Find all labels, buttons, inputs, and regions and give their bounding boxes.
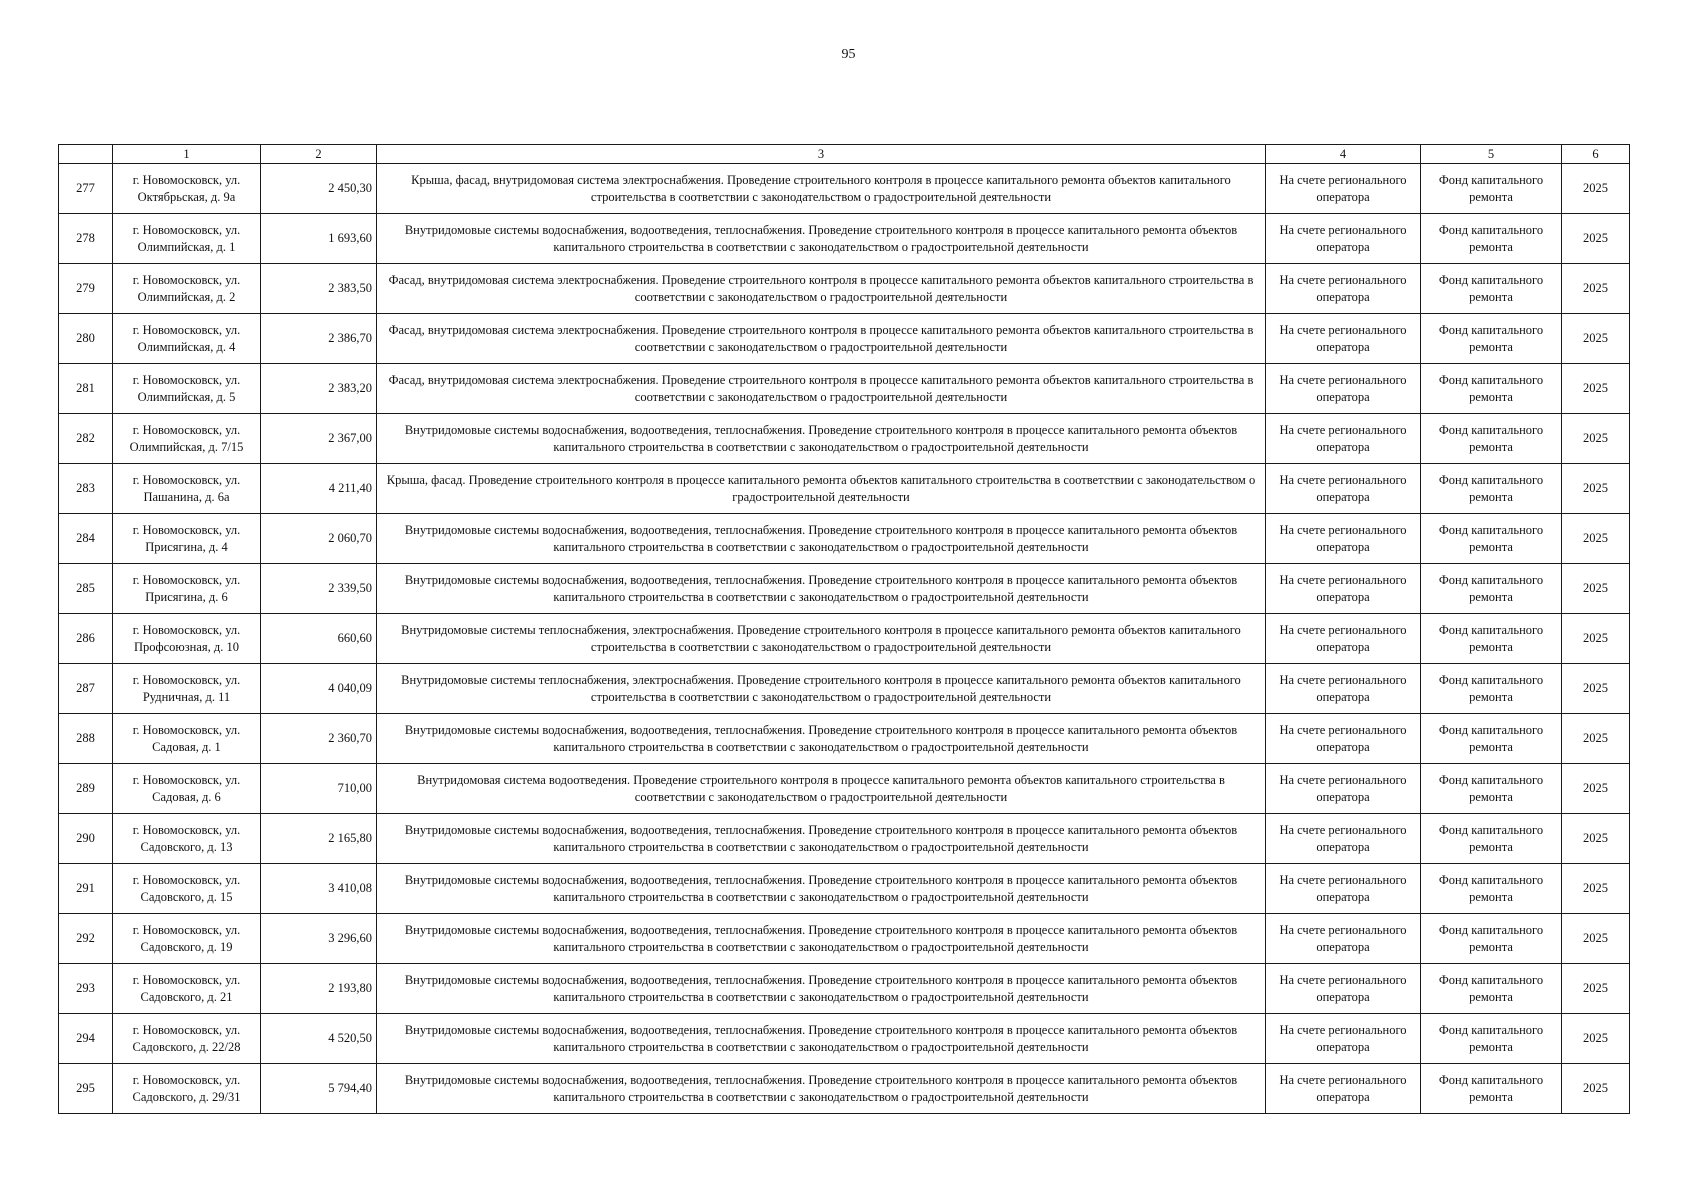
table-row (59, 214, 1630, 264)
works-cell: Внутридомовые системы водоснабжения, водоотведения, теплоснабжения. Проведение строительного контроля в процессе капитального ремонта объектов капитального строительства в соответствии с законодательством о градостроительной деятельности (377, 864, 1266, 914)
year-cell: 2025 (1562, 1014, 1630, 1064)
header-cell-4: 4 (1266, 145, 1421, 164)
cost-cell: 2 383,50 (261, 264, 377, 314)
year-cell: 2025 (1562, 164, 1630, 214)
row-number: 279 (59, 264, 113, 314)
row-number: 278 (59, 214, 113, 264)
cost-cell: 4 040,09 (261, 664, 377, 714)
funding-source-cell: Фонд капитального ремонта (1421, 264, 1562, 314)
year-cell: 2025 (1562, 414, 1630, 464)
table-row (59, 514, 1630, 564)
account-cell: На счете регионального оператора (1266, 514, 1421, 564)
year-cell: 2025 (1562, 364, 1630, 414)
funding-source-cell: Фонд капитального ремонта (1421, 1064, 1562, 1114)
cost-cell: 4 211,40 (261, 464, 377, 514)
works-cell: Внутридомовые системы теплоснабжения, электроснабжения. Проведение строительного контроля в процессе капитального ремонта объектов капитального строительства в соответствии с законодательством о градостроительной деятельности (377, 614, 1266, 664)
funding-source-cell: Фонд капитального ремонта (1421, 414, 1562, 464)
account-cell: На счете регионального оператора (1266, 714, 1421, 764)
account-cell: На счете регионального оператора (1266, 314, 1421, 364)
account-cell: На счете регионального оператора (1266, 414, 1421, 464)
works-cell: Крыша, фасад, внутридомовая система электроснабжения. Проведение строительного контроля в процессе капитального ремонта объектов капитального строительства в соответствии с законодательством о градостроительной деятельности (377, 164, 1266, 214)
account-cell: На счете регионального оператора (1266, 164, 1421, 214)
funding-source-cell: Фонд капитального ремонта (1421, 664, 1562, 714)
row-number: 288 (59, 714, 113, 764)
address-cell: г. Новомосковск, ул. Садовая, д. 1 (113, 714, 261, 764)
account-cell: На счете регионального оператора (1266, 814, 1421, 864)
funding-source-cell: Фонд капитального ремонта (1421, 964, 1562, 1014)
funding-source-cell: Фонд капитального ремонта (1421, 464, 1562, 514)
account-cell: На счете регионального оператора (1266, 564, 1421, 614)
works-cell: Внутридомовые системы водоснабжения, водоотведения, теплоснабжения. Проведение строительного контроля в процессе капитального ремонта объектов капитального строительства в соответствии с законодательством о градостроительной деятельности (377, 1064, 1266, 1114)
year-cell: 2025 (1562, 964, 1630, 1014)
works-cell: Внутридомовые системы водоснабжения, водоотведения, теплоснабжения. Проведение строительного контроля в процессе капитального ремонта объектов капитального строительства в соответствии с законодательством о градостроительной деятельности (377, 914, 1266, 964)
table-row (59, 964, 1630, 1014)
address-cell: г. Новомосковск, ул. Присягина, д. 4 (113, 514, 261, 564)
row-number: 283 (59, 464, 113, 514)
works-cell: Фасад, внутридомовая система электроснабжения. Проведение строительного контроля в процессе капитального ремонта объектов капитального строительства в соответствии с законодательством о градостроительной деятельности (377, 264, 1266, 314)
year-cell: 2025 (1562, 864, 1630, 914)
cost-cell: 2 367,00 (261, 414, 377, 464)
cost-cell: 3 296,60 (261, 914, 377, 964)
year-cell: 2025 (1562, 1064, 1630, 1114)
address-cell: г. Новомосковск, ул. Рудничная, д. 11 (113, 664, 261, 714)
cost-cell: 2 360,70 (261, 714, 377, 764)
address-cell: г. Новомосковск, ул. Присягина, д. 6 (113, 564, 261, 614)
account-cell: На счете регионального оператора (1266, 964, 1421, 1014)
capital-repair-table (58, 144, 1630, 1114)
table-row (59, 914, 1630, 964)
table-row (59, 1014, 1630, 1064)
works-cell: Внутридомовые системы водоснабжения, водоотведения, теплоснабжения. Проведение строительного контроля в процессе капитального ремонта объектов капитального строительства в соответствии с законодательством о градостроительной деятельности (377, 214, 1266, 264)
row-number: 294 (59, 1014, 113, 1064)
funding-source-cell: Фонд капитального ремонта (1421, 914, 1562, 964)
row-number: 282 (59, 414, 113, 464)
cost-cell: 710,00 (261, 764, 377, 814)
cost-cell: 2 386,70 (261, 314, 377, 364)
account-cell: На счете регионального оператора (1266, 664, 1421, 714)
cost-cell: 2 060,70 (261, 514, 377, 564)
table-row (59, 464, 1630, 514)
row-number: 281 (59, 364, 113, 414)
table-row (59, 264, 1630, 314)
row-number: 286 (59, 614, 113, 664)
account-cell: На счете регионального оператора (1266, 1064, 1421, 1114)
account-cell: На счете регионального оператора (1266, 764, 1421, 814)
header-cell-6: 6 (1562, 145, 1630, 164)
row-number: 289 (59, 764, 113, 814)
funding-source-cell: Фонд капитального ремонта (1421, 614, 1562, 664)
works-cell: Внутридомовые системы водоснабжения, водоотведения, теплоснабжения. Проведение строительного контроля в процессе капитального ремонта объектов капитального строительства в соответствии с законодательством о градостроительной деятельности (377, 514, 1266, 564)
account-cell: На счете регионального оператора (1266, 864, 1421, 914)
address-cell: г. Новомосковск, ул. Садовского, д. 29/31 (113, 1064, 261, 1114)
works-cell: Фасад, внутридомовая система электроснабжения. Проведение строительного контроля в процессе капитального ремонта объектов капитального строительства в соответствии с законодательством о градостроительной деятельности (377, 364, 1266, 414)
row-number: 293 (59, 964, 113, 1014)
address-cell: г. Новомосковск, ул. Садовского, д. 13 (113, 814, 261, 864)
row-number: 280 (59, 314, 113, 364)
table-header (59, 145, 1630, 164)
account-cell: На счете регионального оператора (1266, 214, 1421, 264)
table-row (59, 364, 1630, 414)
cost-cell: 2 450,30 (261, 164, 377, 214)
funding-source-cell: Фонд капитального ремонта (1421, 864, 1562, 914)
address-cell: г. Новомосковск, ул. Профсоюзная, д. 10 (113, 614, 261, 664)
works-cell: Внутридомовые системы водоснабжения, водоотведения, теплоснабжения. Проведение строительного контроля в процессе капитального ремонта объектов капитального строительства в соответствии с законодательством о градостроительной деятельности (377, 1014, 1266, 1064)
table-row (59, 314, 1630, 364)
row-number: 277 (59, 164, 113, 214)
table-row (59, 614, 1630, 664)
works-cell: Внутридомовые системы теплоснабжения, электроснабжения. Проведение строительного контроля в процессе капитального ремонта объектов капитального строительства в соответствии с законодательством о градостроительной деятельности (377, 664, 1266, 714)
row-number: 295 (59, 1064, 113, 1114)
address-cell: г. Новомосковск, ул. Пашанина, д. 6а (113, 464, 261, 514)
header-cell-1: 1 (113, 145, 261, 164)
account-cell: На счете регионального оператора (1266, 1014, 1421, 1064)
year-cell: 2025 (1562, 664, 1630, 714)
table-row (59, 564, 1630, 614)
table-row (59, 864, 1630, 914)
address-cell: г. Новомосковск, ул. Садовского, д. 21 (113, 964, 261, 1014)
cost-cell: 4 520,50 (261, 1014, 377, 1064)
year-cell: 2025 (1562, 714, 1630, 764)
page-number: 95 (841, 47, 856, 62)
works-cell: Внутридомовые системы водоснабжения, водоотведения, теплоснабжения. Проведение строительного контроля в процессе капитального ремонта объектов капитального строительства в соответствии с законодательством о градостроительной деятельности (377, 964, 1266, 1014)
address-cell: г. Новомосковск, ул. Олимпийская, д. 7/15 (113, 414, 261, 464)
year-cell: 2025 (1562, 514, 1630, 564)
table-row (59, 714, 1630, 764)
header-cell-2: 2 (261, 145, 377, 164)
table-row (59, 414, 1630, 464)
funding-source-cell: Фонд капитального ремонта (1421, 764, 1562, 814)
cost-cell: 1 693,60 (261, 214, 377, 264)
year-cell: 2025 (1562, 464, 1630, 514)
cost-cell: 3 410,08 (261, 864, 377, 914)
year-cell: 2025 (1562, 564, 1630, 614)
row-number: 284 (59, 514, 113, 564)
address-cell: г. Новомосковск, ул. Олимпийская, д. 5 (113, 364, 261, 414)
cost-cell: 5 794,40 (261, 1064, 377, 1114)
funding-source-cell: Фонд капитального ремонта (1421, 514, 1562, 564)
works-cell: Внутридомовые системы водоснабжения, водоотведения, теплоснабжения. Проведение строительного контроля в процессе капитального ремонта объектов капитального строительства в соответствии с законодательством о градостроительной деятельности (377, 814, 1266, 864)
header-cell-5: 5 (1421, 145, 1562, 164)
account-cell: На счете регионального оператора (1266, 464, 1421, 514)
row-number: 291 (59, 864, 113, 914)
works-cell: Внутридомовая система водоотведения. Проведение строительного контроля в процессе капитального ремонта объектов капитального строительства в соответствии с законодательством о градостроительной деятельности (377, 764, 1266, 814)
account-cell: На счете регионального оператора (1266, 614, 1421, 664)
year-cell: 2025 (1562, 614, 1630, 664)
funding-source-cell: Фонд капитального ремонта (1421, 314, 1562, 364)
works-cell: Внутридомовые системы водоснабжения, водоотведения, теплоснабжения. Проведение строительного контроля в процессе капитального ремонта объектов капитального строительства в соответствии с законодательством о градостроительной деятельности (377, 414, 1266, 464)
account-cell: На счете регионального оператора (1266, 264, 1421, 314)
cost-cell: 2 165,80 (261, 814, 377, 864)
works-cell: Внутридомовые системы водоснабжения, водоотведения, теплоснабжения. Проведение строительного контроля в процессе капитального ремонта объектов капитального строительства в соответствии с законодательством о градостроительной деятельности (377, 564, 1266, 614)
year-cell: 2025 (1562, 264, 1630, 314)
funding-source-cell: Фонд капитального ремонта (1421, 164, 1562, 214)
funding-source-cell: Фонд капитального ремонта (1421, 1014, 1562, 1064)
year-cell: 2025 (1562, 314, 1630, 364)
cost-cell: 2 193,80 (261, 964, 377, 1014)
row-number: 287 (59, 664, 113, 714)
works-cell: Крыша, фасад. Проведение строительного контроля в процессе капитального ремонта объектов капитального строительства в соответствии с законодательством о градостроительной деятельности (377, 464, 1266, 514)
address-cell: г. Новомосковск, ул. Октябрьская, д. 9а (113, 164, 261, 214)
row-number: 285 (59, 564, 113, 614)
funding-source-cell: Фонд капитального ремонта (1421, 364, 1562, 414)
header-cell-num (59, 145, 113, 164)
row-number: 290 (59, 814, 113, 864)
header-cell-3: 3 (377, 145, 1266, 164)
table-body (59, 164, 1630, 1114)
row-number: 292 (59, 914, 113, 964)
address-cell: г. Новомосковск, ул. Олимпийская, д. 2 (113, 264, 261, 314)
table-row (59, 1064, 1630, 1114)
header-row (59, 145, 1630, 164)
table-row (59, 664, 1630, 714)
address-cell: г. Новомосковск, ул. Олимпийская, д. 4 (113, 314, 261, 364)
year-cell: 2025 (1562, 914, 1630, 964)
cost-cell: 2 339,50 (261, 564, 377, 614)
address-cell: г. Новомосковск, ул. Олимпийская, д. 1 (113, 214, 261, 264)
table-row (59, 164, 1630, 214)
year-cell: 2025 (1562, 214, 1630, 264)
account-cell: На счете регионального оператора (1266, 364, 1421, 414)
works-cell: Внутридомовые системы водоснабжения, водоотведения, теплоснабжения. Проведение строительного контроля в процессе капитального ремонта объектов капитального строительства в соответствии с законодательством о градостроительной деятельности (377, 714, 1266, 764)
funding-source-cell: Фонд капитального ремонта (1421, 564, 1562, 614)
works-cell: Фасад, внутридомовая система электроснабжения. Проведение строительного контроля в процессе капитального ремонта объектов капитального строительства в соответствии с законодательством о градостроительной деятельности (377, 314, 1266, 364)
cost-cell: 660,60 (261, 614, 377, 664)
cost-cell: 2 383,20 (261, 364, 377, 414)
table-row (59, 814, 1630, 864)
address-cell: г. Новомосковск, ул. Садовая, д. 6 (113, 764, 261, 814)
funding-source-cell: Фонд капитального ремонта (1421, 814, 1562, 864)
year-cell: 2025 (1562, 764, 1630, 814)
year-cell: 2025 (1562, 814, 1630, 864)
address-cell: г. Новомосковск, ул. Садовского, д. 22/28 (113, 1014, 261, 1064)
table-row (59, 764, 1630, 814)
account-cell: На счете регионального оператора (1266, 914, 1421, 964)
address-cell: г. Новомосковск, ул. Садовского, д. 15 (113, 864, 261, 914)
funding-source-cell: Фонд капитального ремонта (1421, 714, 1562, 764)
funding-source-cell: Фонд капитального ремонта (1421, 214, 1562, 264)
address-cell: г. Новомосковск, ул. Садовского, д. 19 (113, 914, 261, 964)
